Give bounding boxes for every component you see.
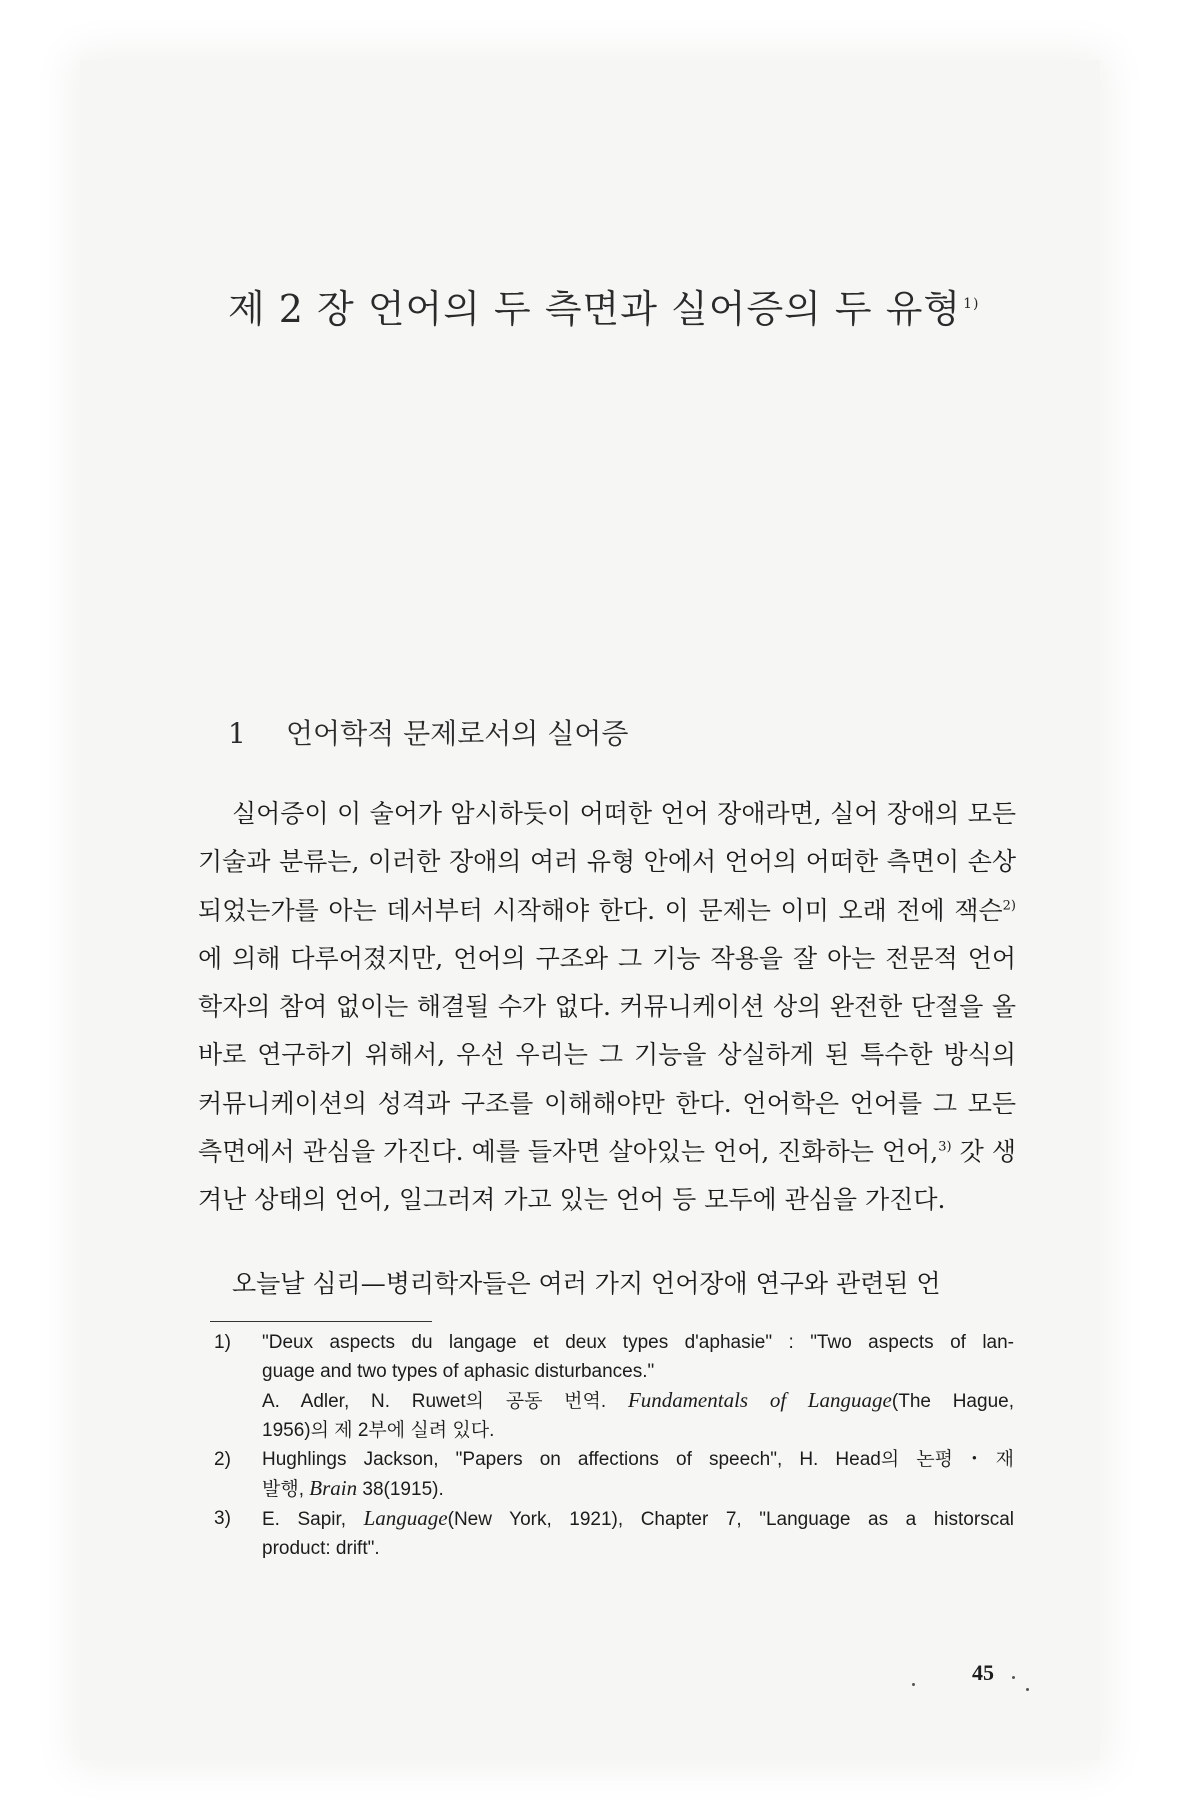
footnote-line: product: drift". (262, 1538, 380, 1559)
footnote-line: guage and two types of aphasic disturbances." (262, 1361, 655, 1382)
chapter-title (228, 278, 1028, 333)
footnote-mark: 1) (214, 1332, 231, 1353)
footnote-mark: 2) (214, 1449, 231, 1470)
section-title: 언어학적 문제로서의 실어증 (286, 717, 629, 750)
chapter-title-text: 제 2 장 언어의 두 측면과 실어증의 두 유형 (228, 287, 962, 331)
footnote-text: 발행, (262, 1479, 310, 1500)
chapter-footnote-ref: 1) (963, 296, 980, 313)
footnote-ref-2: 2) (1002, 898, 1016, 914)
footnote-line: "Deux aspects du langage et deux types d'aphasie" : "Two aspects of lan- (262, 1332, 1014, 1353)
paragraph-1-text-b: 에 의해 다루어졌지만, 언어의 구조와 그 기능 작용을 잘 아는 전문적 언어학자의 참여 없이는 해결될 수가 없다. 커뮤니케이션 상의 완전한 단절을 올바로 연구하기 위해서, 우선 우리는 그 기능을 상실하게 된 특수한 방식의 커뮤니케이션의 성격과 구조를 이해해야만 한다. 언어학은 언어를 그 모든 측면에서 관심을 가진다. 예를 들자면 살아있는 언어, 진화하는 언어, (198, 943, 1016, 1167)
footnote-3 (214, 1504, 1014, 1563)
journal-title: Brain (309, 1476, 358, 1500)
body-paragraph-2: 오늘날 심리—병리학자들은 여러 가지 언어장애 연구와 관련된 언 (232, 1269, 941, 1298)
section-heading (228, 712, 988, 752)
print-speck (1012, 1676, 1015, 1679)
paragraph-1-text-a: 실어증이 이 술어가 암시하듯이 어떠한 언어 장애라면, 실어 장애의 모든 기술과 분류는, 이러한 장애의 여러 유형 안에서 언어의 어떠한 측면이 손상되었는가를 아는 데서부터 시작해야 한다. 이 문제는 이미 오래 전에 잭슨 (198, 799, 1016, 925)
footnote-text: (The Hague, (891, 1391, 1014, 1412)
page-number: 45 (972, 1660, 994, 1685)
book-title: Fundamentals of Language (627, 1388, 892, 1412)
book-title: Language (363, 1506, 448, 1530)
footnote-text: A. Adler, N. Ruwet의 공동 번역. (262, 1391, 628, 1412)
footnote-text: (New York, 1921), Chapter 7, "Language as a historscal (447, 1509, 1014, 1530)
body-paragraph-1 (198, 790, 1016, 1225)
footnote-body (262, 1504, 1014, 1563)
footnote-list (214, 1328, 1014, 1563)
footnote-line: 1956)의 제 2부에 실려 있다. (262, 1420, 495, 1441)
footnote-line (262, 1474, 1014, 1504)
print-speck (1026, 1688, 1029, 1691)
footnote-ref-3: 3) (938, 1139, 952, 1155)
footnote-text: E. Sapir, (262, 1509, 364, 1530)
footnote-body (262, 1328, 1014, 1445)
footnote-body (262, 1445, 1014, 1504)
section-number: 1 (228, 717, 246, 750)
footnote-line (262, 1386, 1014, 1416)
footnote-line (262, 1504, 1014, 1534)
footnote-2 (214, 1445, 1014, 1504)
print-speck (912, 1683, 915, 1686)
footnote-text: 38(1915). (357, 1479, 444, 1500)
footnote-divider (210, 1321, 432, 1322)
footnote-1 (214, 1328, 1014, 1445)
footnote-line: Hughlings Jackson, "Papers on affections of speech", H. Head의 논평・재 (262, 1449, 1014, 1470)
paragraph-1-text-c: 갓 생겨난 상태의 언어, 일그러져 가고 있는 언어 등 모두에 관심을 가진다. (198, 1137, 1016, 1215)
footnote-mark: 3) (214, 1508, 231, 1529)
